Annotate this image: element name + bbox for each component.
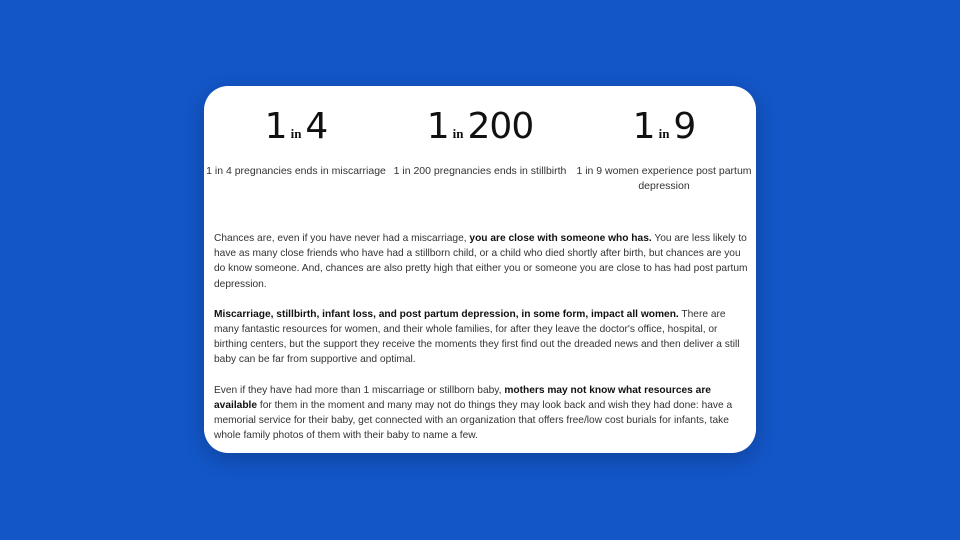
stat-caption: 1 in 200 pregnancies ends in stillbirth [393,165,567,177]
paragraph-2-text-b: There are many fantastic resources for women, and their whole families, for after they leave the doctor's office, hospital, or birthing centers, but the support they receive the moments they first find out the dreaded news and then deliver a still baby can be far from supportive and optimal. [214,308,740,366]
stat-number-left: 1 [264,106,287,147]
stat-number-right: 4 [305,106,328,147]
stats-row [204,104,756,204]
paragraph-3 [214,383,748,444]
paragraph-1-text-a: Chances are, even if you have never had a miscarriage, [214,233,470,244]
stat-figure [206,104,386,150]
paragraph-2-emphasis: Miscarriage, stillbirth, infant loss, and post partum depression, in some form, impact all women. [214,308,679,320]
stat-caption: 1 in 4 pregnancies ends in miscarriage [206,165,386,177]
stat-miscarriage [206,104,386,179]
content-card [204,86,756,453]
paragraph-2 [214,307,748,368]
stat-in-label: in [290,126,302,141]
paragraph-3-text-c: for them in the moment and many may not do things they may look back and wish they had done: have a memorial service for their baby, get connected with an organization that offers free/low cost burials for infants, take whole family photos of them with their baby to name a few. [214,399,733,442]
stat-number-left: 1 [632,106,655,147]
stat-in-label: in [452,126,464,141]
stat-number-right: 200 [467,106,534,147]
paragraph-1 [214,231,748,292]
paragraph-3-emphasis: mothers may not know what resources are available [214,384,711,411]
stat-figure [574,104,754,150]
paragraph-1-emphasis: you are close with someone who has. [469,233,652,244]
paragraph-1-text-c: You are less likely to have as many close friends who have had a stillborn child, or a child who died shortly after birth, but chances are you do know someone. And, chances are also pretty high that either you or someone you are close to has had post partum depression. [214,233,748,290]
article-body [214,231,748,453]
stat-in-label: in [658,126,670,141]
paragraph-3-text-a: Even if they have had more than 1 miscarriage or stillborn baby, [214,384,505,396]
stat-caption: 1 in 9 women experience post partum depression [576,165,752,192]
stat-postpartum [574,104,754,194]
stat-figure [390,104,570,150]
stat-number-right: 9 [673,106,696,147]
stat-stillbirth [390,104,570,179]
stat-number-left: 1 [426,106,449,147]
